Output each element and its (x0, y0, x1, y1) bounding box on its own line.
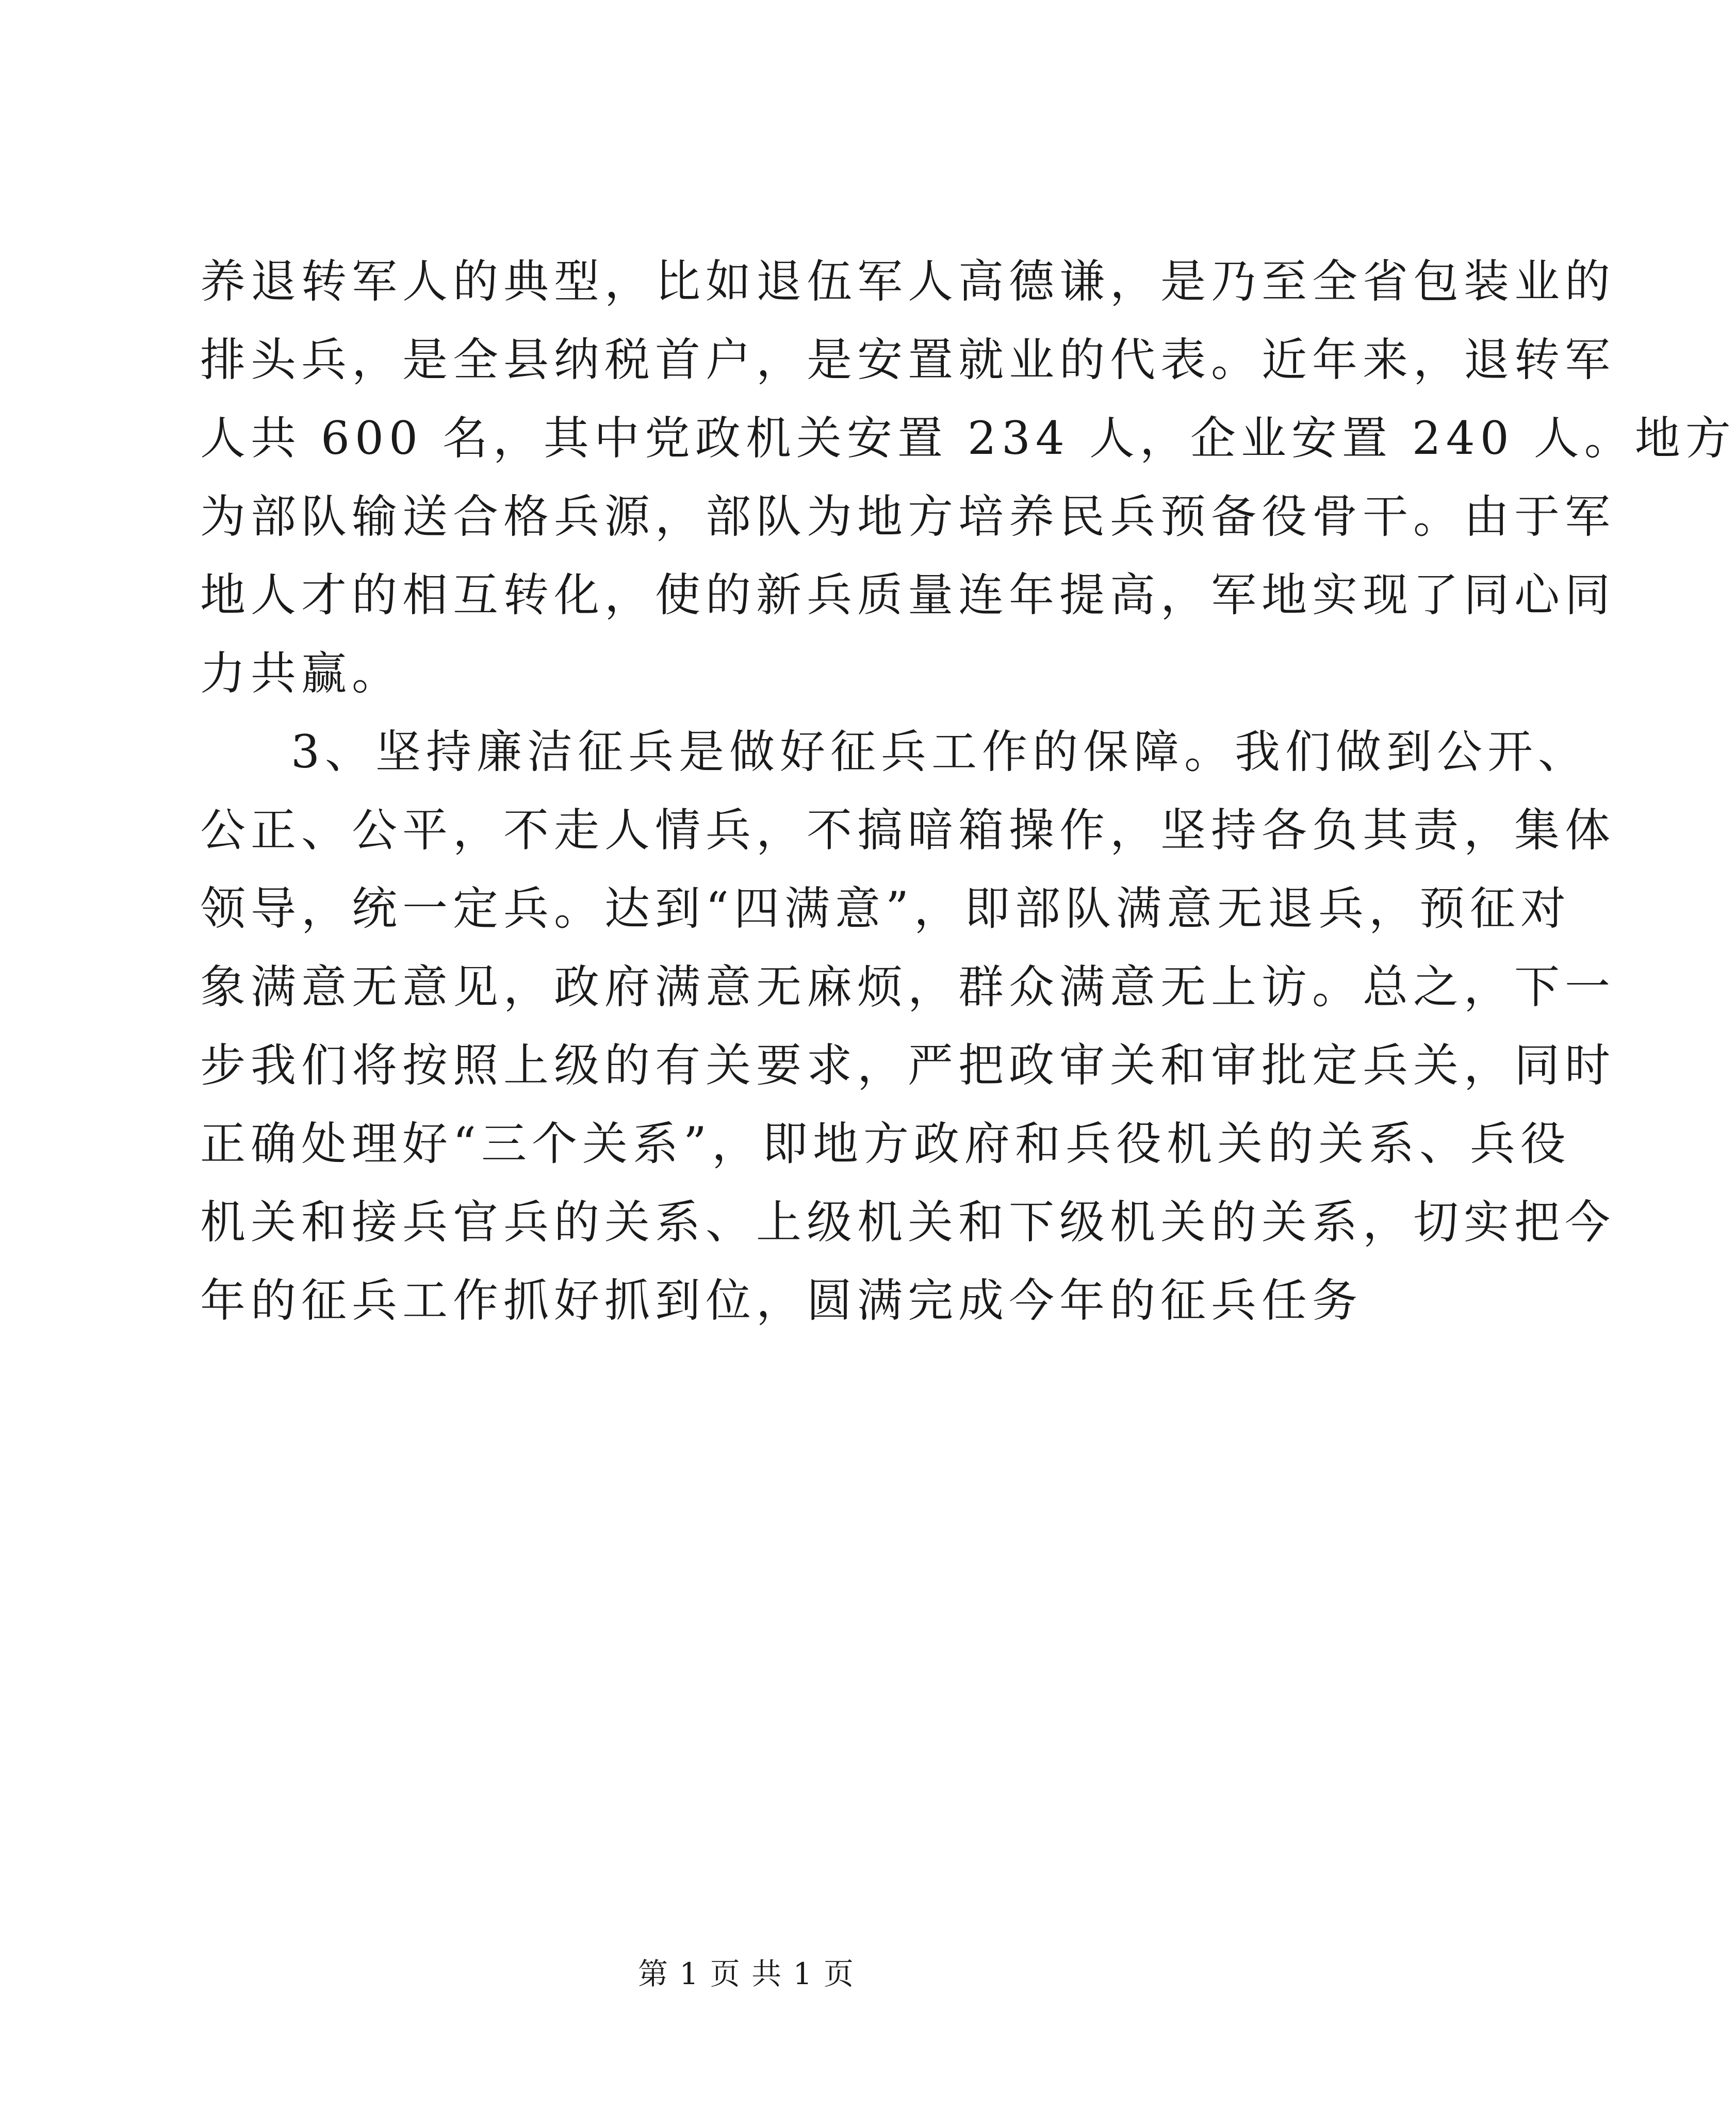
paragraph-line: 力共赢。 (200, 647, 403, 700)
paragraph-line: 养退转军人的典型，比如退伍军人高德谦，是乃至全省包装业的 (200, 255, 1616, 308)
paragraph-line: 领导，统一定兵。达到“四满意”，即部队满意无退兵，预征对 (200, 882, 1571, 935)
document-body (200, 242, 1736, 1340)
paragraph-line: 为部队输送合格兵源，部队为地方培养民兵预备役骨干。由于军 (200, 490, 1616, 543)
paragraph-line: 地人才的相互转化，使的新兵质量连年提高，军地实现了同心同 (200, 568, 1616, 621)
paragraph-line: 象满意无意见，政府满意无麻烦，群众满意无上访。总之，下一 (200, 960, 1616, 1013)
paragraph-line: 人共 600 名，其中党政机关安置 234 人，企业安置 240 人。地方 (200, 412, 1736, 465)
paragraph-line: 机关和接兵官兵的关系、上级机关和下级机关的关系，切实把今 (200, 1196, 1616, 1249)
paragraph-line: 公正、公平，不走人情兵，不搞暗箱操作，坚持各负其责，集体 (200, 804, 1616, 857)
paragraph-line: 年的征兵工作抓好抓到位，圆满完成今年的征兵任务 (200, 1274, 1363, 1327)
paragraph-2 (200, 713, 1616, 1340)
paragraph-line: 步我们将按照上级的有关要求，严把政审关和审批定兵关，同时 (200, 1039, 1616, 1092)
paragraph-first-line: 3、坚持廉洁征兵是做好征兵工作的保障。我们做到公开、 (291, 725, 1588, 778)
page-footer: 第 1 页 共 1 页 (638, 1956, 855, 1991)
paragraph-line: 正确处理好“三个关系”，即地方政府和兵役机关的关系、兵役 (200, 1117, 1571, 1170)
paragraph-1 (200, 242, 1736, 713)
paragraph-line: 排头兵，是全县纳税首户，是安置就业的代表。近年来，退转军 (200, 333, 1616, 386)
